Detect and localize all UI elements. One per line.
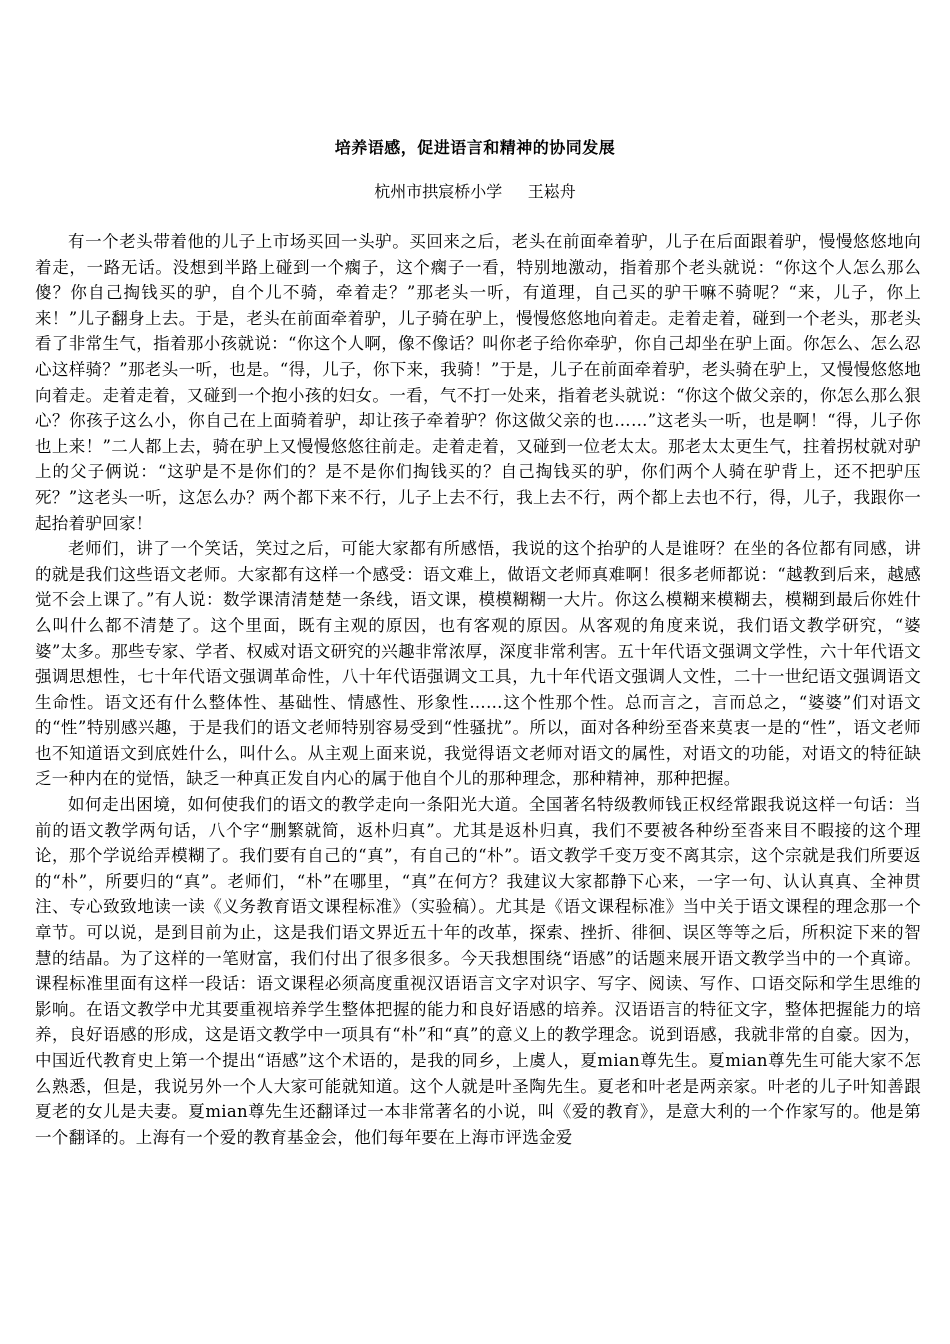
- paragraph-3: 如何走出困境，如何使我们的语文的教学走向一条阳光大道。全国著名特级教师钱正权经常跟我说这样一句话：当前的语文教学两句话，八个字“删繁就简，返朴归真”。尤其是返朴归真，我们不要被各种纷至沓来目不暇接的这个理论，那个学说给弄模糊了。我们要有自己的“真”，有自己的“朴”。语文教学千变万变不离其宗，这个宗就是我们所要返的“朴”，所要归的“真”。老师们，“朴”在哪里，“真”在何方？我建议大家都静下心来，一字一句、认认真真、全神贯注、专心致致地读一读《义务教育语文课程标准》（实验稿）。尤其是《语文课程标准》当中关于语文课程的理念那一个章节。可以说，是到目前为止，这是我们语文界近五十年的改革，探索、挫折、徘徊、误区等等之后，所积淀下来的智慧的结晶。为了这样的一笔财富，我们付出了很多很多。今天我想围绕“语感”的话题来展开语文教学当中的一个真谛。课程标准里面有这样一段话：语文课程必须高度重视汉语语言文字对识字、写字、阅读、写作、口语交际和学生思维的影响。在语文教学中尤其要重视培养学生整体把握的能力和良好语感的培养。汉语语言的特征文字，整体把握能力的培养，良好语感的形成，这是语文教学中一项具有“朴”和“真”的意义上的教学理念。说到语感，我就非常的自豪。因为，中国近代教育史上第一个提出“语感”这个术语的，是我的同乡，上虞人，夏mian尊先生。夏mian尊先生可能大家不怎么熟悉，但是，我说另外一个人大家可能就知道。这个人就是叶圣陶先生。夏老和叶老是两亲家。叶老的儿子叶知善跟夏老的女儿是夫妻。夏mian尊先生还翻译过一本非常著名的小说，叫《爱的教育》，是意大利的一个作家写的。他是第一个翻译的。上海有一个爱的教育基金会，他们每年要在上海市评选金爱: [35, 795, 921, 1147]
- document-title: 培养语感，促进语言和精神的协同发展: [334, 138, 616, 157]
- document-body: [35, 229, 921, 1150]
- paragraph-1: 有一个老头带着他的儿子上市场买回一头驴。买回来之后，老头在前面牵着驴，儿子在后面跟着驴，慢慢悠悠地向着走，一路无话。没想到半路上碰到一个瘸子，这个瘸子一看，特别地激动，指着那个老头就说：“你这个人怎么那么傻？你自己掏钱买的驴，自个儿不骑，牵着走？”那老头一听，有道理，自己买的驴干嘛不骑呢？“来，儿子，你上来！”儿子翻身上去。于是，老头在前面牵着驴，儿子骑在驴上，慢慢悠悠地向着走。走着走着，碰到一个老头，那老头看了非常生气，指着那小孩就说：“你这个人啊，像不像话？叫你老子给你牵驴，你自己却坐在驴上面。你怎么、怎么忍心这样骑？”那老头一听，也是。“得，儿子，你下来，我骑！”于是，儿子在前面牵着驴，老头骑在驴上，又慢慢悠悠地向着走。走着走着，又碰到一个抱小孩的妇女。一看，气不打一处来，指着老头就说：“你这个做父亲的，你怎么那么狠心？你孩子这么小，你自己在上面骑着驴，却让孩子牵着驴？你这做父亲的也……”这老头一听，也是啊！“得，儿子你也上来！”二人都上去，骑在驴上又慢慢悠悠往前走。走着走着，又碰到一位老太太。那老太太更生气，拄着拐杖就对驴上的父子俩说：“这驴是不是你们的？是不是你们掏钱买的？自己掏钱买的驴，你们两个人骑在驴背上，还不把驴压死？”这老头一听，这怎么办？两个都下来不行，儿子上去不行，我上去不行，两个都上去也不行，得，儿子，我跟你一起抬着驴回家！: [35, 232, 921, 533]
- author-byline: 杭州市拱宸桥小学 王崧舟: [374, 182, 576, 201]
- paragraph-2: 老师们，讲了一个笑话，笑过之后，可能大家都有所感悟，我说的这个抬驴的人是谁呀？在坐的各位都有同感，讲的就是我们这些语文老师。大家都有这样一个感受：语文难上，做语文老师真难啊！很多老师都说：“越教到后来，越感觉不会上课了。”有人说：数学课清清楚楚一条线，语文课，模模糊糊一大片。你这么模糊来模糊去，模糊到最后你姓什么叫什么都不清楚了。这个里面，既有主观的原因，也有客观的原因。从客观的角度来说，我们语文教学研究，“婆婆”太多。那些专家、学者、权威对语文研究的兴趣非常浓厚，深度非常利害。五十年代语文强调文学性，六十年代语文强调思想性，七十年代语文强调革命性，八十年代语强调文工具，九十年代语文强调人文性，二十一世纪语文强调语文生命性。语文还有什么整体性、基础性、情感性、形象性……这个性那个性。总而言之，言而总之，“婆婆”们对语文的“性”特别感兴趣，于是我们的语文老师特别容易受到“性骚扰”。所以，面对各种纷至沓来莫衷一是的“性”，语文老师也不知道语文到底姓什么，叫什么。从主观上面来说，我觉得语文老师对语文的属性，对语文的功能，对语文的特征缺乏一种内在的觉悟，缺乏一种真正发自内心的属于他自个儿的那种理念，那种精神，那种把握。: [35, 539, 921, 789]
